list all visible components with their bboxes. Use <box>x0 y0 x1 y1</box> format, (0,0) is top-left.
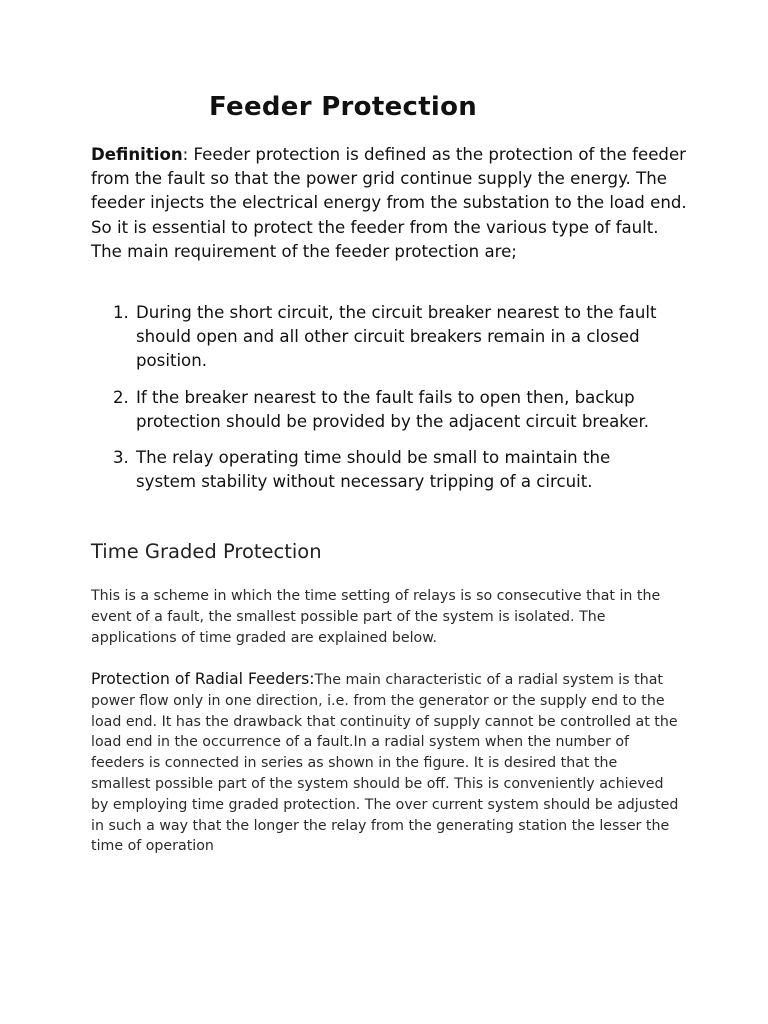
list-item-number: 2. <box>113 387 129 407</box>
radial-feeders-paragraph <box>91 669 681 857</box>
definition-term: Definition <box>91 145 183 164</box>
definition-paragraph <box>91 143 691 264</box>
list-item <box>113 386 673 434</box>
requirements-list <box>113 301 673 506</box>
list-item-text: If the breaker nearest to the fault fails to open then, backup protection should be provided by the adjacent circuit breaker. <box>136 387 650 431</box>
list-item-text: The relay operating time should be small to maintain the system stability without necessary tripping of a circuit. <box>136 448 611 492</box>
page-title: Feeder Protection <box>209 92 478 122</box>
list-item-number: 3. <box>113 448 129 468</box>
list-item <box>113 301 673 374</box>
definition-body: : Feeder protection is defined as the protection of the feeder from the fault so that the power grid continue supply the energy. The feeder injects the electrical energy from the substation to the load end. So it is essential to protect the feeder from the various type of fault. The main requirement of the feeder protection are; <box>91 145 687 261</box>
list-item <box>113 446 673 494</box>
radial-feeders-heading: Protection of Radial Feeders: <box>91 670 315 688</box>
list-item-number: 1. <box>113 303 129 322</box>
section-intro-paragraph: This is a scheme in which the time setting of relays is so consecutive that in the event of a fault, the smallest possible part of the system is isolated. The applications of time graded are explained below. <box>91 588 661 646</box>
section-heading: Time Graded Protection <box>91 540 322 563</box>
list-item-text: During the short circuit, the circuit breaker nearest to the fault should open and all other circuit breakers remain in a closed position. <box>136 303 657 371</box>
radial-feeders-body: The main characteristic of a radial system is that power flow only in one direction, i.e. from the generator or the supply end to the load end. It has the drawback that continuity of supply cannot be controlled at the load end in the occurrence of a fault.In a radial system when the number of feeders is connected in series as shown in the figure. It is desired that the smallest possible part of the system should be off. This is conveniently achieved by employing time graded protection. The over current system should be adjusted in such a way that the longer the relay from the generating station the lesser the time of operation <box>91 672 679 855</box>
